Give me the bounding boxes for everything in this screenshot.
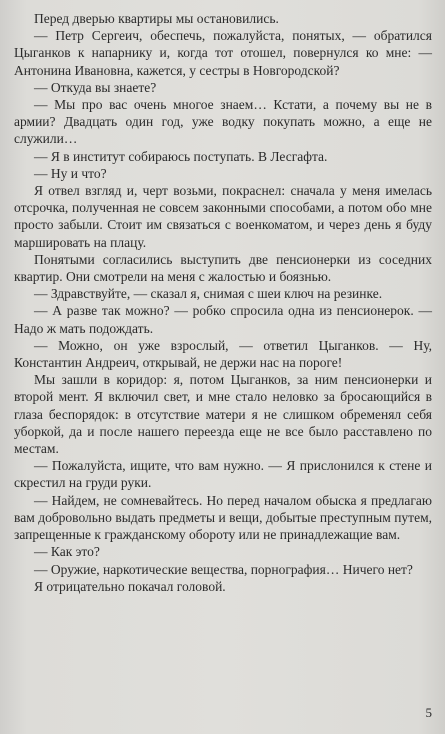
paragraph: Перед дверью квартиры мы остановились. xyxy=(34,11,279,26)
paragraph: — Откуда вы знаете? xyxy=(34,79,157,95)
paragraph: — Мы про вас очень многое знаем… Кстати, а почему вы не в армии? Двадцать один год, уже водку покупать можно, а еще не служили… xyxy=(14,97,432,147)
paragraph: — Ну и что? xyxy=(34,165,107,181)
paragraph: — Оружие, наркотические вещества, порнография… Ничего нет? xyxy=(34,561,413,577)
paragraph: — Можно, он уже взрослый, — ответил Цыганков. — Ну, Константин Андреич, открывай, не держи нас на пороге! xyxy=(14,337,432,371)
paragraph: Понятыми согласились выступить две пенсионерки из соседних квартир. Они смотрели на меня с жалостью и боязнью. xyxy=(14,251,432,285)
paragraph: Я отрицательно покачал головой. xyxy=(34,578,226,594)
paragraph: — Петр Сергеич, обеспечь, пожалуйста, понятых, — обратился Цыганков к напарнику и, когда тот отошел, повернулся ко мне: — Антонина Ивановна, кажется, у сестры в Новгородской? xyxy=(14,28,432,78)
paragraph: — Здравствуйте, — сказал я, снимая с шеи ключ на резинке. xyxy=(34,286,383,302)
paragraph: Мы зашли в коридор: я, потом Цыганков, за ним пенсионерки и второй мент. Я включил свет, и мне стало неловко за бросающийся в глаза беспорядок: в отсутствие матери я не слишком обременял себя уборкой, да и после нашего переезда еще не все было расставлено по местам. xyxy=(14,372,432,457)
paragraph: — Пожалуйста, ищите, что вам нужно. — Я прислонился к стене и скрестил на груди руки. xyxy=(14,458,432,491)
paragraph: Я отвел взгляд и, черт возьми, покраснел: сначала у меня имелась отсрочка, полученная не совсем законными способами, а потом обо мне просто забыли. Стоит им связаться с военкоматом, и через день я буду маршировать на плацу. xyxy=(14,183,432,250)
page-number: 5 xyxy=(425,705,432,720)
page-body-text xyxy=(14,10,432,595)
paragraph: — Как это? xyxy=(34,544,100,560)
paragraph: — А разве так можно? — робко спросила одна из пенсионерок. — Надо ж мать подождать. xyxy=(14,303,432,336)
paragraph: — Я в институт собираюсь поступать. В Лесгафта. xyxy=(34,148,328,164)
paragraph: — Найдем, не сомневайтесь. Но перед началом обыска я предлагаю вам добровольно выдать предметы и вещи, добытые преступным путем, запрещенные к гражданскому обороту или не принадлежащие вам. xyxy=(14,492,432,543)
